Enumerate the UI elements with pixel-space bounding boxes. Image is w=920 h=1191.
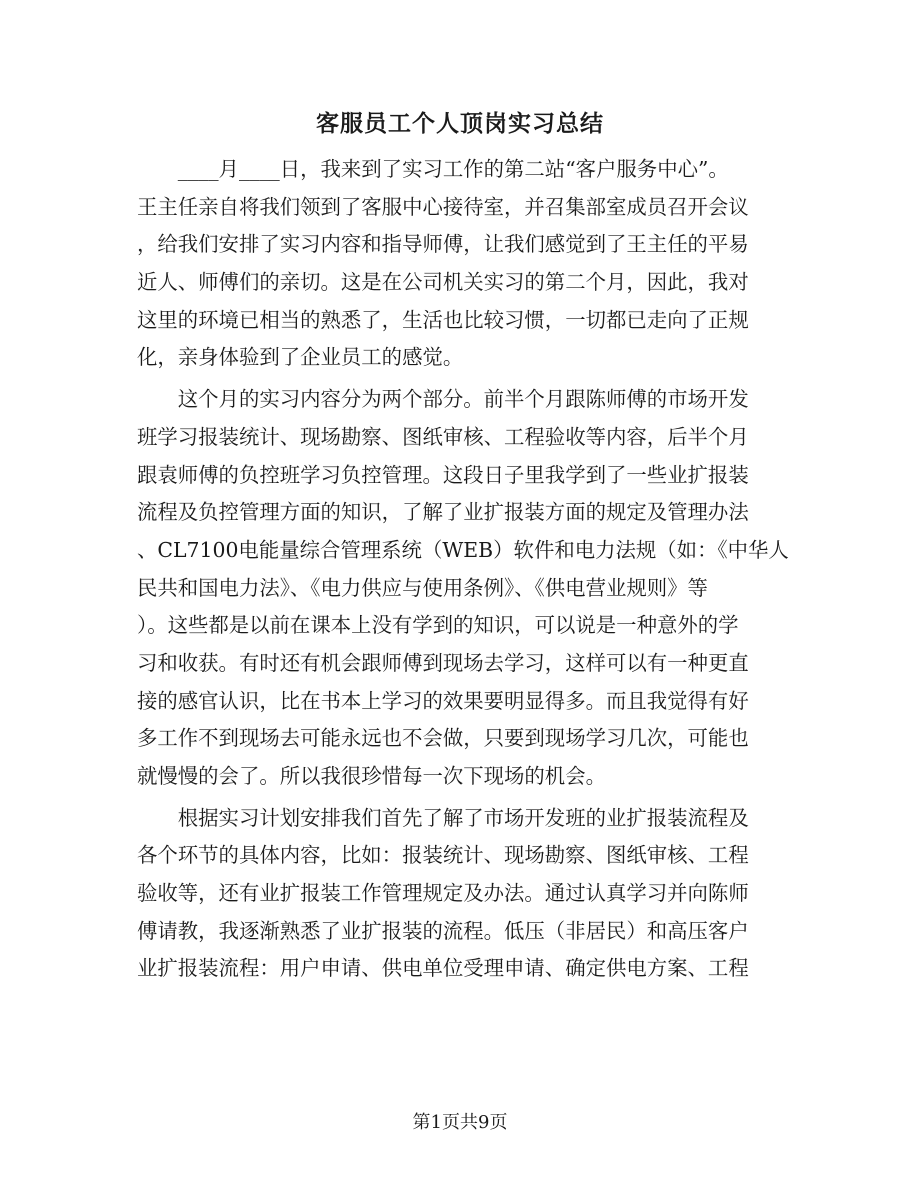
text-line: 这个月的实习内容分为两个部分。前半个月跟陈师傅的市场开发 bbox=[137, 387, 749, 412]
document-title: 客服员工个人顶岗实习总结 bbox=[316, 110, 604, 137]
paragraph-1 bbox=[137, 151, 792, 377]
text-line: 近人、师傅们的亲切。这是在公司机关实习的第二个月，因此，我对 bbox=[137, 270, 749, 295]
text-line: 傅请教，我逐渐熟悉了业扩报装的流程。低压（非居民）和高压客户 bbox=[137, 918, 749, 943]
paragraph-3 bbox=[137, 800, 792, 988]
text-line: ____月____日，我来到了实习工作的第二站“客户服务中心”。 bbox=[137, 157, 729, 181]
text-line: 这里的环境已相当的熟悉了，生活也比较习惯，一切都已走向了正规 bbox=[137, 307, 749, 332]
text-line: 王主任亲自将我们领到了客服中心接待室，并召集部室成员召开会议 bbox=[137, 194, 749, 219]
text-line: 化，亲身体验到了企业员工的感觉。 bbox=[137, 345, 464, 370]
text-line: ，给我们安排了实习内容和指导师傅，让我们感觉到了王主任的平易 bbox=[137, 232, 749, 257]
text-line: 班学习报装统计、现场勘察、图纸审核、工程验收等内容，后半个月 bbox=[137, 424, 749, 449]
text-line: 民共和国电力法》、《电力供应与使用条例》、《供电营业规则》等 bbox=[137, 575, 708, 600]
paragraph-2 bbox=[137, 381, 792, 796]
text-line: 流程及负控管理方面的知识，了解了业扩报装方面的规定及管理办法 bbox=[137, 500, 749, 525]
text-line: 多工作不到现场去可能永远也不会做，只要到现场学习几次，可能也 bbox=[137, 726, 749, 751]
text-line: 各个环节的具体内容，比如：报装统计、现场勘察、图纸审核、工程 bbox=[137, 843, 749, 868]
text-line: 根据实习计划安排我们首先了解了市场开发班的业扩报装流程及 bbox=[137, 805, 749, 830]
text-line: ）。这些都是以前在课本上没有学到的知识，可以说是一种意外的学 bbox=[137, 613, 739, 638]
text-line: 验收等，还有业扩报装工作管理规定及办法。通过认真学习并向陈师 bbox=[137, 881, 749, 906]
text-line: 习和收获。有时还有机会跟师傅到现场去学习，这样可以有一种更直 bbox=[137, 650, 749, 675]
text-line: 就慢慢的会了。所以我很珍惜每一次下现场的机会。 bbox=[137, 764, 606, 788]
document-body bbox=[137, 151, 792, 988]
text-line: 、CL7100电能量综合管理系统（WEB）软件和电力法规（如：《中华人 bbox=[137, 537, 789, 562]
page-number-footer: 第1页共9页 bbox=[412, 1112, 508, 1133]
text-line: 跟袁师傅的负控班学习负控管理。这段日子里我学到了一些业扩报装 bbox=[137, 462, 749, 487]
text-line: 业扩报装流程：用户申请、供电单位受理申请、确定供电方案、工程 bbox=[137, 956, 749, 981]
text-line: 接的感官认识，比在书本上学习的效果要明显得多。而且我觉得有好 bbox=[137, 688, 749, 713]
